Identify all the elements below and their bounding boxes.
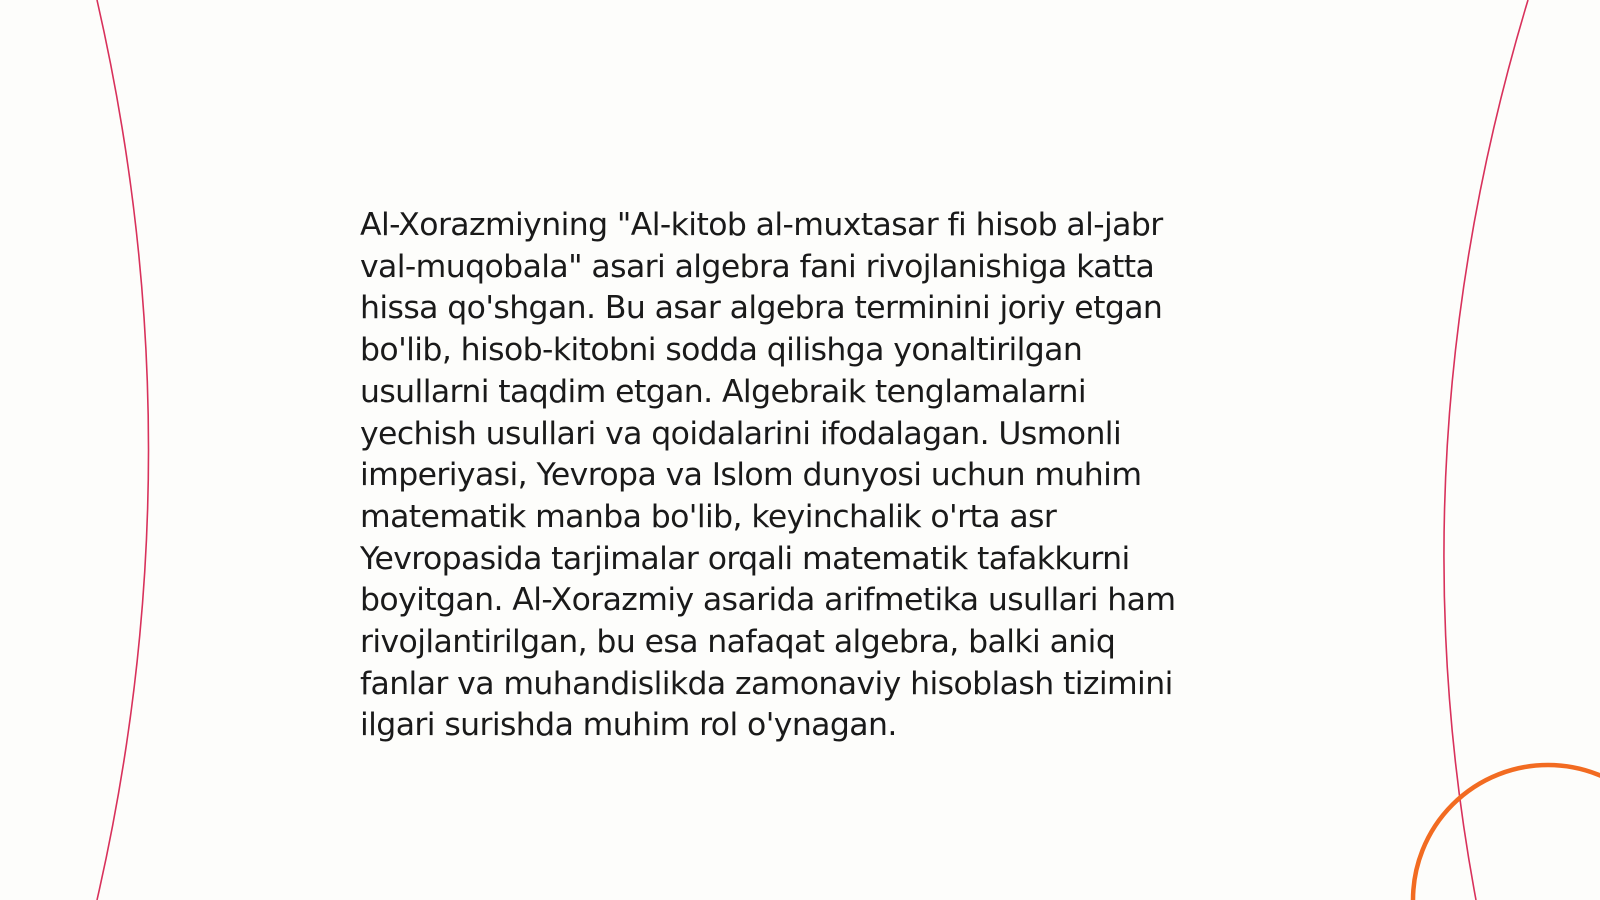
text-line: fanlar va muhandislikda zamonaviy hisoblash tizimini bbox=[360, 665, 1173, 702]
text-line: matematik manba bo'lib, keyinchalik o'rta asr bbox=[360, 498, 1057, 535]
orange-circle-accent bbox=[1413, 765, 1600, 900]
body-paragraph bbox=[360, 205, 1240, 747]
left-arc-line bbox=[97, 0, 149, 900]
text-line: rivojlantirilgan, bu esa nafaqat algebra, balki aniq bbox=[360, 624, 1116, 661]
text-line: boyitgan. Al-Xorazmiy asarida arifmetika usullari ham bbox=[360, 582, 1176, 619]
text-line: usullarni taqdim etgan. Algebraik tenglamalarni bbox=[360, 373, 1087, 410]
text-line: yechish usullari va qoidalarini ifodalagan. Usmonli bbox=[360, 415, 1122, 452]
text-line: Yevropasida tarjimalar orqali matematik tafakkurni bbox=[360, 540, 1130, 577]
text-line: Al-Xorazmiyning "Al-kitob al-muxtasar fi hisob al-jabr bbox=[360, 207, 1163, 243]
text-line: imperiyasi, Yevropa va Islom dunyosi uchun muhim bbox=[360, 457, 1142, 494]
text-line: bo'lib, hisob-kitobni sodda qilishga yonaltirilgan bbox=[360, 332, 1083, 369]
text-line: hissa qo'shgan. Bu asar algebra terminini joriy etgan bbox=[360, 290, 1163, 327]
text-line: ilgari surishda muhim rol o'ynagan. bbox=[360, 707, 897, 744]
text-line: val-muqobala" asari algebra fani rivojlanishiga katta bbox=[360, 248, 1155, 285]
right-arc-line bbox=[1444, 0, 1528, 900]
